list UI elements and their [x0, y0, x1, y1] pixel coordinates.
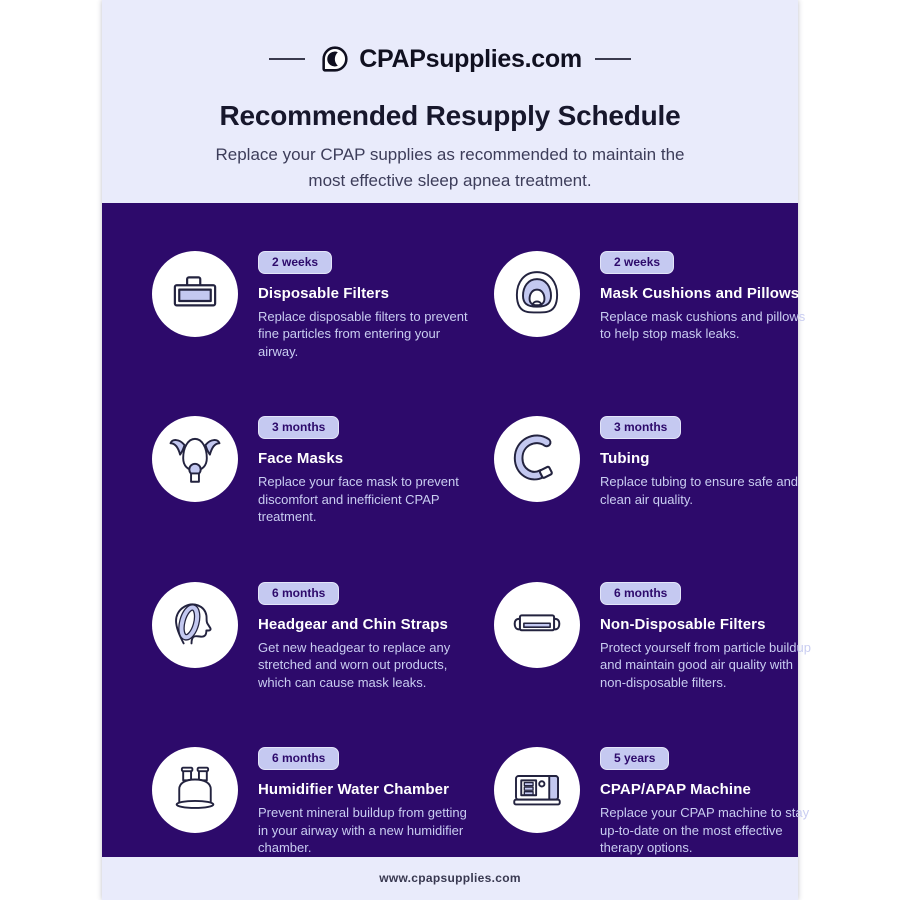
item-description: Replace your face mask to prevent discomfort and inefficient CPAP treatment.: [258, 474, 459, 525]
disposable-filter-icon: [152, 251, 238, 337]
interval-badge: 5 years: [600, 747, 669, 770]
page-subtitle: Replace your CPAP supplies as recommended to maintain the most effective sleep apnea treatment.: [215, 145, 685, 190]
item-title: Headgear and Chin Straps: [258, 615, 448, 633]
item-title: Non-Disposable Filters: [600, 615, 766, 633]
item-description: Replace tubing to ensure safe and clean air quality.: [600, 474, 799, 507]
interval-badge: 6 months: [258, 747, 339, 770]
schedule-item-face-masks: [152, 416, 470, 526]
logo-rule-right: [595, 58, 631, 60]
schedule-section: [102, 203, 811, 857]
item-description: Replace your CPAP machine to stay up-to-date on the most effective therapy options.: [600, 805, 810, 856]
humidifier-chamber-icon: [152, 747, 238, 833]
item-description: Replace disposable filters to prevent fine particles from entering your airway.: [258, 308, 468, 359]
footer: [102, 857, 798, 900]
footer-url: www.cpapsupplies.com: [379, 871, 521, 886]
schedule-item-tubing: [494, 416, 812, 526]
mask-cushion-icon: [494, 251, 580, 337]
logo-row: [102, 42, 798, 76]
schedule-item-headgear: [152, 582, 470, 692]
schedule-item-disposable-filters: [152, 251, 470, 361]
page-title: Recommended Resupply Schedule: [219, 100, 681, 131]
item-title: Disposable Filters: [258, 284, 390, 302]
item-title: Face Masks: [258, 450, 344, 468]
item-description: Replace mask cushions and pillows to help stop mask leaks.: [600, 308, 806, 342]
interval-badge: 2 weeks: [600, 251, 674, 274]
tubing-icon: [494, 416, 580, 502]
cpap-machine-icon: [494, 747, 580, 833]
non-disposable-filter-icon: [494, 582, 580, 668]
interval-badge: 3 months: [258, 416, 339, 439]
interval-badge: 6 months: [600, 582, 681, 605]
schedule-item-cpap-machine: [494, 747, 812, 857]
headgear-chin-strap-icon: [152, 582, 238, 668]
schedule-item-humidifier-chamber: [152, 747, 470, 857]
logo-text: CPAPsupplies.com: [359, 44, 582, 73]
item-description: Protect yourself from particle buildup and maintain good air quality with non-disposable filters.: [600, 639, 811, 690]
face-mask-icon: [152, 416, 238, 502]
item-title: Tubing: [600, 450, 650, 468]
schedule-item-non-disposable-filters: [494, 582, 812, 692]
item-title: Mask Cushions and Pillows: [600, 284, 800, 302]
logo-rule-left: [269, 58, 305, 60]
brand-logo: [318, 42, 582, 76]
item-description: Prevent mineral buildup from getting in your airway with a new humidifier chamber.: [258, 805, 467, 856]
item-description: Get new headgear to replace any stretched and worn out products, which can cause mask leaks.: [258, 639, 451, 690]
item-title: CPAP/APAP Machine: [600, 781, 751, 799]
interval-badge: 3 months: [600, 416, 681, 439]
moon-bubble-icon: [318, 42, 352, 76]
interval-badge: 2 weeks: [258, 251, 332, 274]
schedule-grid: [152, 251, 811, 857]
schedule-item-mask-cushions: [494, 251, 812, 361]
infographic-page: [102, 0, 811, 900]
interval-badge: 6 months: [258, 582, 339, 605]
item-title: Humidifier Water Chamber: [258, 781, 450, 799]
header: [102, 0, 798, 203]
